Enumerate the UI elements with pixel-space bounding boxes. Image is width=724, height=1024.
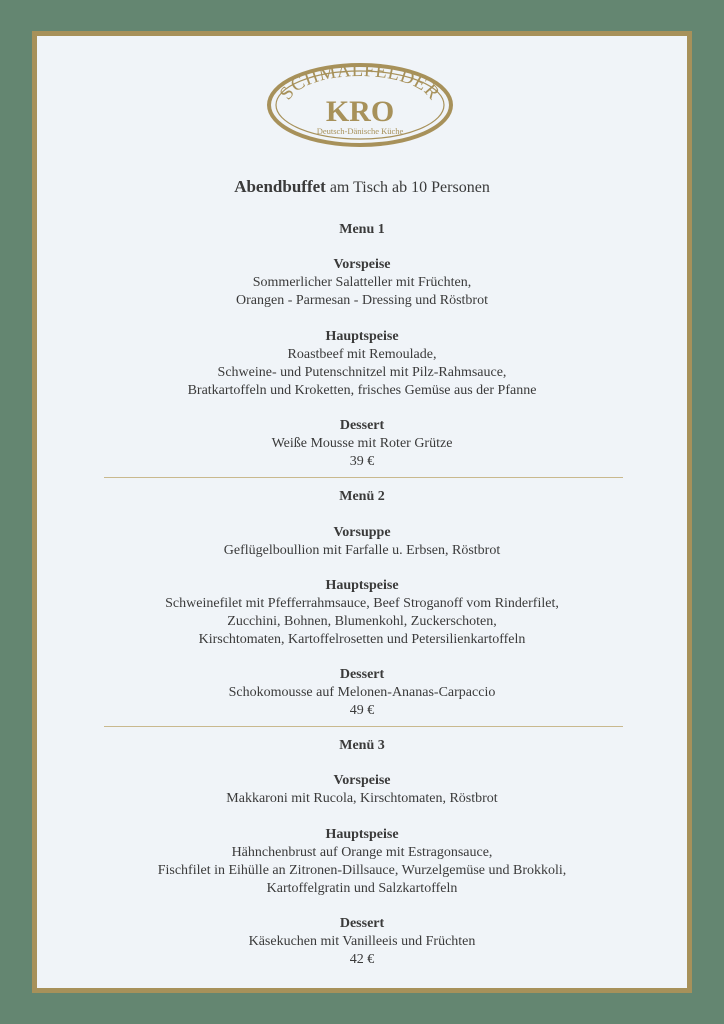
menu-3-main-line-3: Kartoffelgratin und Salzkartoffeln bbox=[266, 881, 458, 896]
menu-2-title: Menü 2 bbox=[339, 489, 385, 504]
menu-1-main-line-3: Bratkartoffeln und Kroketten, frisches Gemüse aus der Pfanne bbox=[187, 383, 537, 398]
menu-3-main-line-1: Hähnchenbrust auf Orange mit Estragonsauce, bbox=[231, 845, 493, 860]
menu-3-main-title: Hauptspeise bbox=[325, 827, 399, 842]
menu-2-soup-line-1: Geflügelboullion mit Farfalle u. Erbsen, Röstbrot bbox=[223, 543, 501, 558]
menu-1-dessert-line-1: Weiße Mousse mit Roter Grütze bbox=[271, 436, 453, 451]
logo-main-text: KRO bbox=[325, 95, 395, 128]
divider bbox=[104, 477, 623, 478]
menu-2-soup-title: Vorsuppe bbox=[333, 525, 391, 540]
menu-2-main-line-2: Zucchini, Bohnen, Blumenkohl, Zuckerschoten, bbox=[227, 614, 497, 629]
menu-3-dessert-title: Dessert bbox=[339, 916, 385, 931]
menu-1-starter-title: Vorspeise bbox=[333, 257, 391, 272]
menu-2-main-line-3: Kirschtomaten, Kartoffelrosetten und Petersilienkartoffeln bbox=[198, 632, 526, 647]
menu-3-main-line-2: Fischfilet in Eihülle an Zitronen-Dillsauce, Wurzelgemüse und Brokkoli, bbox=[157, 863, 567, 878]
menu-2-dessert-line-1: Schokomousse auf Melonen-Ananas-Carpaccio bbox=[228, 685, 496, 700]
restaurant-logo bbox=[266, 62, 454, 148]
menu-3-price: 42 € bbox=[349, 952, 375, 967]
menu-1-starter-line-2: Orangen - Parmesan - Dressing und Röstbrot bbox=[236, 293, 488, 308]
menu-1-price: 39 € bbox=[349, 454, 375, 469]
menu-1-main-line-2: Schweine- und Putenschnitzel mit Pilz-Rahmsauce, bbox=[217, 365, 507, 380]
menu-2-dessert-title: Dessert bbox=[339, 667, 385, 682]
menu-2-price: 49 € bbox=[349, 703, 375, 718]
menu-3-title: Menü 3 bbox=[339, 738, 385, 753]
menu-1-main-title: Hauptspeise bbox=[325, 329, 399, 344]
menu-2-main-line-1: Schweinefilet mit Pfefferrahmsauce, Beef Stroganoff vom Rinderfilet, bbox=[165, 596, 559, 611]
divider bbox=[104, 726, 623, 727]
menu-2-main-title: Hauptspeise bbox=[325, 578, 399, 593]
menu-3-starter-title: Vorspeise bbox=[333, 773, 391, 788]
page-heading bbox=[32, 176, 692, 199]
heading-rest: am Tisch ab 10 Personen bbox=[329, 179, 490, 196]
menu-1-dessert-title: Dessert bbox=[339, 418, 385, 433]
menu-1-starter-line-1: Sommerlicher Salatteller mit Früchten, bbox=[252, 275, 472, 290]
menu-3-dessert-line-1: Käsekuchen mit Vanilleeis und Früchten bbox=[248, 934, 476, 949]
logo-subtitle: Deutsch-Dänische Küche bbox=[316, 126, 404, 136]
menu-3-starter-line-1: Makkaroni mit Rucola, Kirschtomaten, Röstbrot bbox=[226, 791, 498, 806]
heading-bold: Abendbuffet bbox=[234, 177, 326, 196]
menu-1-main-line-1: Roastbeef mit Remoulade, bbox=[287, 347, 437, 362]
menu-1-title: Menu 1 bbox=[339, 222, 385, 237]
logo-arc-text: SCHMALFELDER bbox=[275, 62, 444, 105]
